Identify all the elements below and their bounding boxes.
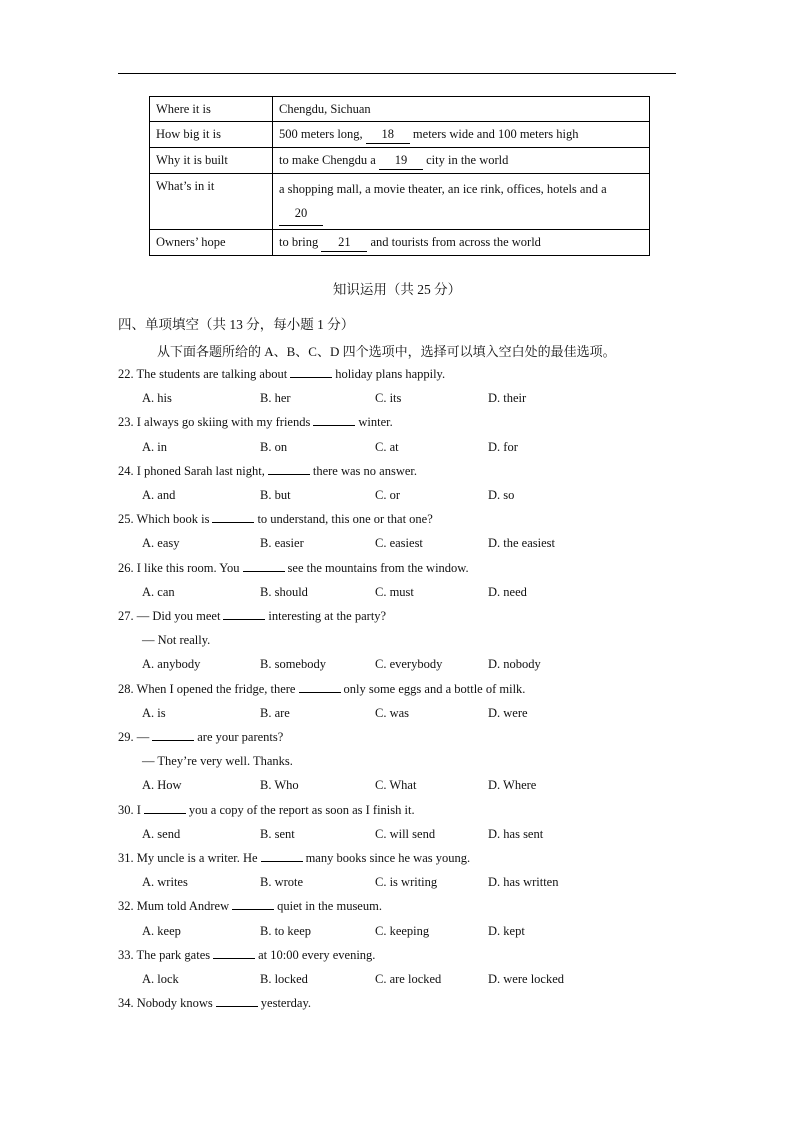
question-text-after: holiday plans happily. [335, 367, 446, 381]
question-text-after: yesterday. [260, 996, 312, 1011]
answer-blank [313, 415, 355, 426]
blank-20: 20 [279, 201, 323, 226]
question-number: 32. [118, 899, 137, 914]
option-c: C. its [375, 391, 402, 406]
option-d: D. their [488, 391, 527, 406]
option-c: C. are locked [375, 972, 442, 986]
option-c: C. or [375, 488, 400, 502]
question-text-before: Mum told Andrew [136, 899, 230, 914]
question-stem [118, 851, 470, 866]
question-text-before: Which book is [136, 512, 210, 527]
question-number: 22. [118, 367, 137, 381]
question-number: 27. [118, 609, 137, 623]
option-a: A. is [142, 705, 166, 720]
question-number: 28. [118, 681, 137, 696]
question-text-before: I phoned Sarah last night, [136, 463, 265, 478]
option-b: B. to keep [260, 923, 312, 938]
option-a: A. send [142, 826, 181, 841]
question-number: 30. [118, 802, 137, 817]
info-table [149, 96, 650, 256]
question-text-after: you a copy of the report as soon as I finish it. [188, 802, 415, 817]
option-c: C. What [375, 778, 417, 793]
answer-blank [212, 512, 254, 523]
header-rule [118, 73, 676, 74]
option-c: C. at [375, 439, 399, 454]
table-row [150, 174, 650, 230]
option-b: B. on [260, 439, 288, 454]
question-text-before: The park gates [136, 947, 211, 962]
question-number: 24. [118, 463, 137, 478]
question-number: 34. [118, 996, 137, 1011]
instruction: 从下面各题所给的 A、B、C、D 四个选项中，选择可以填入空白处的最佳选项。 [157, 344, 616, 359]
table-row [150, 122, 650, 148]
option-b: B. somebody [260, 657, 326, 672]
question-number: 23. [118, 415, 137, 430]
answer-blank [299, 682, 341, 693]
question-text-before: The students are talking about [136, 367, 288, 381]
option-b: B. Who [260, 778, 299, 793]
option-d: D. need [488, 584, 527, 599]
option-d: D. for [488, 439, 518, 454]
option-b: B. wrote [260, 875, 304, 890]
option-d: D. has sent [488, 826, 544, 841]
row-value: a shopping mall, a movie theater, an ice rink, offices, hotels and a 20 [273, 174, 650, 230]
option-b: B. her [260, 391, 291, 406]
option-a: A. lock [142, 972, 179, 986]
question-text-after: see the mountains from the window. [287, 560, 469, 575]
option-d: D. were [488, 705, 528, 720]
question-text-after: many books since he was young. [305, 851, 471, 865]
option-b: B. easier [260, 536, 304, 551]
option-d: D. nobody [488, 657, 541, 672]
answer-blank [290, 367, 332, 378]
question-text-after: at 10:00 every evening. [258, 947, 376, 962]
row-key: Owners’ hope [150, 230, 273, 256]
question-text-after: winter. [358, 415, 393, 430]
blank-21: 21 [321, 233, 367, 252]
question-stem [118, 730, 283, 745]
question-stem [118, 367, 445, 382]
question-text-before: Nobody knows [136, 996, 213, 1011]
question-number: 33. [118, 947, 137, 962]
option-c: C. must [375, 584, 414, 599]
answer-blank [216, 996, 258, 1007]
option-a: A. in [142, 439, 167, 454]
answer-blank [243, 561, 285, 572]
option-b: B. locked [260, 972, 308, 986]
question-text-before: — Did you meet [136, 609, 221, 623]
question-stem [118, 682, 525, 697]
answer-blank [223, 609, 265, 620]
option-a: A. easy [142, 536, 180, 551]
question-stem [118, 415, 393, 430]
answer-blank [144, 803, 186, 814]
question-stem [118, 464, 417, 479]
table-row [150, 97, 650, 122]
row-key: How big it is [150, 122, 273, 148]
question-text-before: — [136, 730, 150, 744]
question-text-after: to understand, this one or that one? [257, 512, 433, 527]
option-d: D. kept [488, 923, 525, 938]
option-c: C. will send [375, 826, 436, 841]
option-c: C. is writing [375, 875, 438, 890]
row-key: What’s in it [150, 174, 273, 230]
option-b: B. sent [260, 826, 295, 841]
question-number: 26. [118, 560, 137, 575]
question-stem [118, 803, 415, 818]
question-text-before: When I opened the fridge, there [136, 681, 296, 696]
blank-19: 19 [379, 151, 423, 170]
question-number: 25. [118, 512, 137, 527]
option-d: D. so [488, 488, 515, 502]
row-value: Chengdu, Sichuan [273, 97, 650, 122]
option-a: A. can [142, 584, 175, 599]
question-text-after: are your parents? [197, 730, 284, 744]
question-text-after: there was no answer. [312, 463, 417, 478]
question-stem [118, 899, 382, 914]
row-key: Why it is built [150, 148, 273, 174]
question-stem [118, 948, 375, 963]
answer-blank [213, 948, 255, 959]
table-row [150, 230, 650, 256]
dialogue-reply: — They’re very well. Thanks. [142, 754, 293, 769]
question-text-after: quiet in the museum. [277, 899, 382, 914]
option-a: A. writes [142, 875, 188, 890]
row-value: 500 meters long, 18 meters wide and 100 meters high [273, 122, 650, 148]
question-number: 29. [118, 730, 137, 744]
option-c: C. keeping [375, 923, 430, 938]
part-title: 四、单项填空（共 13 分，每小题 1 分） [118, 317, 355, 332]
option-b: B. are [260, 705, 290, 720]
question-text-before: I [136, 802, 141, 817]
question-stem [118, 512, 433, 527]
option-b: B. should [260, 584, 308, 599]
blank-18: 18 [366, 125, 410, 144]
row-value: to make Chengdu a 19 city in the world [273, 148, 650, 174]
answer-blank [232, 899, 274, 910]
question-text-before: I always go skiing with my friends [136, 415, 311, 430]
question-text-before: I like this room. You [136, 560, 240, 575]
option-a: A. anybody [142, 657, 201, 672]
option-b: B. but [260, 488, 291, 502]
answer-blank [152, 730, 194, 741]
answer-blank [261, 851, 303, 862]
question-text-after: interesting at the party? [268, 609, 387, 623]
question-text-before: My uncle is a writer. He [136, 851, 258, 865]
option-d: D. the easiest [488, 536, 555, 551]
question-stem [118, 561, 469, 576]
option-c: C. was [375, 705, 410, 720]
question-stem [118, 609, 386, 624]
dialogue-reply: — Not really. [142, 633, 211, 648]
answer-blank [268, 464, 310, 475]
option-a: A. keep [142, 923, 181, 938]
option-c: C. everybody [375, 657, 443, 672]
option-d: D. Where [488, 778, 537, 793]
table-row [150, 148, 650, 174]
question-number: 31. [118, 851, 137, 865]
row-value: to bring 21 and tourists from across the world [273, 230, 650, 256]
option-d: D. were locked [488, 972, 565, 986]
option-a: A. How [142, 778, 182, 793]
question-stem [118, 996, 311, 1011]
option-c: C. easiest [375, 536, 423, 551]
section-title: 知识运用（共 25 分） [332, 282, 462, 297]
option-d: D. has written [488, 875, 559, 890]
row-key: Where it is [150, 97, 273, 122]
question-text-after: only some eggs and a bottle of milk. [343, 681, 526, 696]
option-a: A. his [142, 391, 172, 406]
option-a: A. and [142, 488, 176, 502]
